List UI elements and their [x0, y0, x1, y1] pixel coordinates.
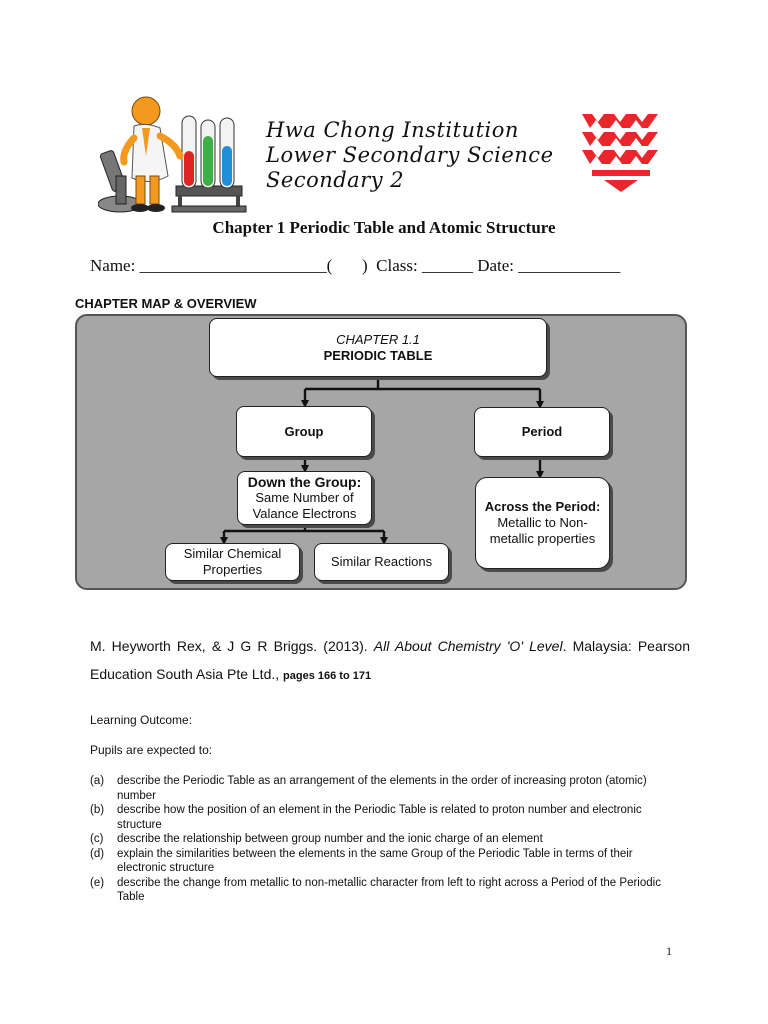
across-the-period-title: Across the Period:: [484, 499, 601, 514]
similar-reactions-label: Similar Reactions: [330, 554, 433, 569]
scientist-mascot-icon: [98, 96, 248, 216]
hwa-chong-logo-icon: [578, 108, 664, 194]
chapter-map-heading: CHAPTER MAP & OVERVIEW: [75, 296, 257, 311]
header-institution: Hwa Chong Institution: [266, 118, 519, 142]
chapter-number: CHAPTER 1.1: [336, 331, 420, 347]
outcome-text: describe the change from metallic to non-metallic character from left to right across a Period of the Periodic Table: [117, 876, 661, 903]
header-level: Secondary 2: [266, 168, 405, 192]
similar-chemical-line1: Similar Chemical: [183, 546, 282, 561]
outcome-label: (c): [90, 833, 104, 845]
similar-chemical-properties-box: [165, 543, 300, 581]
learning-outcome-intro: Pupils are expected to:: [90, 743, 213, 757]
header-department: Lower Secondary Science: [266, 143, 554, 167]
across-the-period-box: [475, 477, 610, 569]
outcome-text: describe the Periodic Table as an arrangement of the elements in the order of increasing proton (atomic) number: [117, 775, 647, 802]
list-item: [90, 803, 680, 832]
across-the-period-line2: metallic properties: [489, 531, 596, 546]
learning-outcome-heading: Learning Outcome:: [90, 713, 193, 727]
down-the-group-title: Down the Group:: [247, 474, 362, 490]
outcome-label: (d): [90, 847, 105, 860]
page-number: 1: [666, 944, 672, 958]
list-item: [90, 876, 680, 905]
period-box: [474, 407, 610, 457]
list-item: [90, 774, 680, 803]
reference-publisher: . Malaysia: Pearson Education South Asia Pte Ltd.,: [90, 638, 690, 682]
student-info-line: Name: ______________________( ) Class: ______ Date: ____________: [90, 256, 621, 275]
similar-reactions-box: [314, 543, 449, 581]
outcome-label: (e): [90, 876, 105, 889]
group-label: Group: [284, 423, 324, 439]
chapter-title: Chapter 1 Periodic Table and Atomic Structure: [212, 218, 556, 237]
period-label: Period: [521, 424, 563, 439]
chapter-topic: PERIODIC TABLE: [323, 347, 433, 363]
reference-title: All About Chemistry 'O' Level: [373, 638, 563, 654]
down-the-group-box: [237, 471, 372, 525]
periodic-table-box: [209, 318, 547, 377]
list-item: [90, 832, 680, 847]
learning-outcomes-list: [90, 774, 680, 905]
reference-citation: [90, 632, 690, 690]
similar-chemical-line2: Properties: [202, 562, 263, 577]
outcome-text: describe how the position of an element in the Periodic Table is related to proton number and electronic structure: [117, 804, 642, 831]
reference-pages: pages 166 to 171: [283, 670, 372, 682]
outcome-text: describe the relationship between group number and the ionic charge of an element: [117, 833, 543, 845]
outcome-label: (a): [90, 775, 105, 787]
outcome-text: explain the similarities between the elements in the same Group of the Periodic Table in terms of their electronic structure: [117, 847, 633, 874]
list-item: [90, 847, 680, 876]
across-the-period-line1: Metallic to Non-: [497, 515, 588, 530]
down-the-group-line1: Same Number of: [255, 490, 354, 505]
outcome-label: (b): [90, 804, 105, 816]
down-the-group-line2: Valance Electrons: [252, 506, 357, 521]
group-box: [236, 406, 372, 457]
reference-authors: M. Heyworth Rex, & J G R Briggs. (2013).: [90, 638, 374, 654]
